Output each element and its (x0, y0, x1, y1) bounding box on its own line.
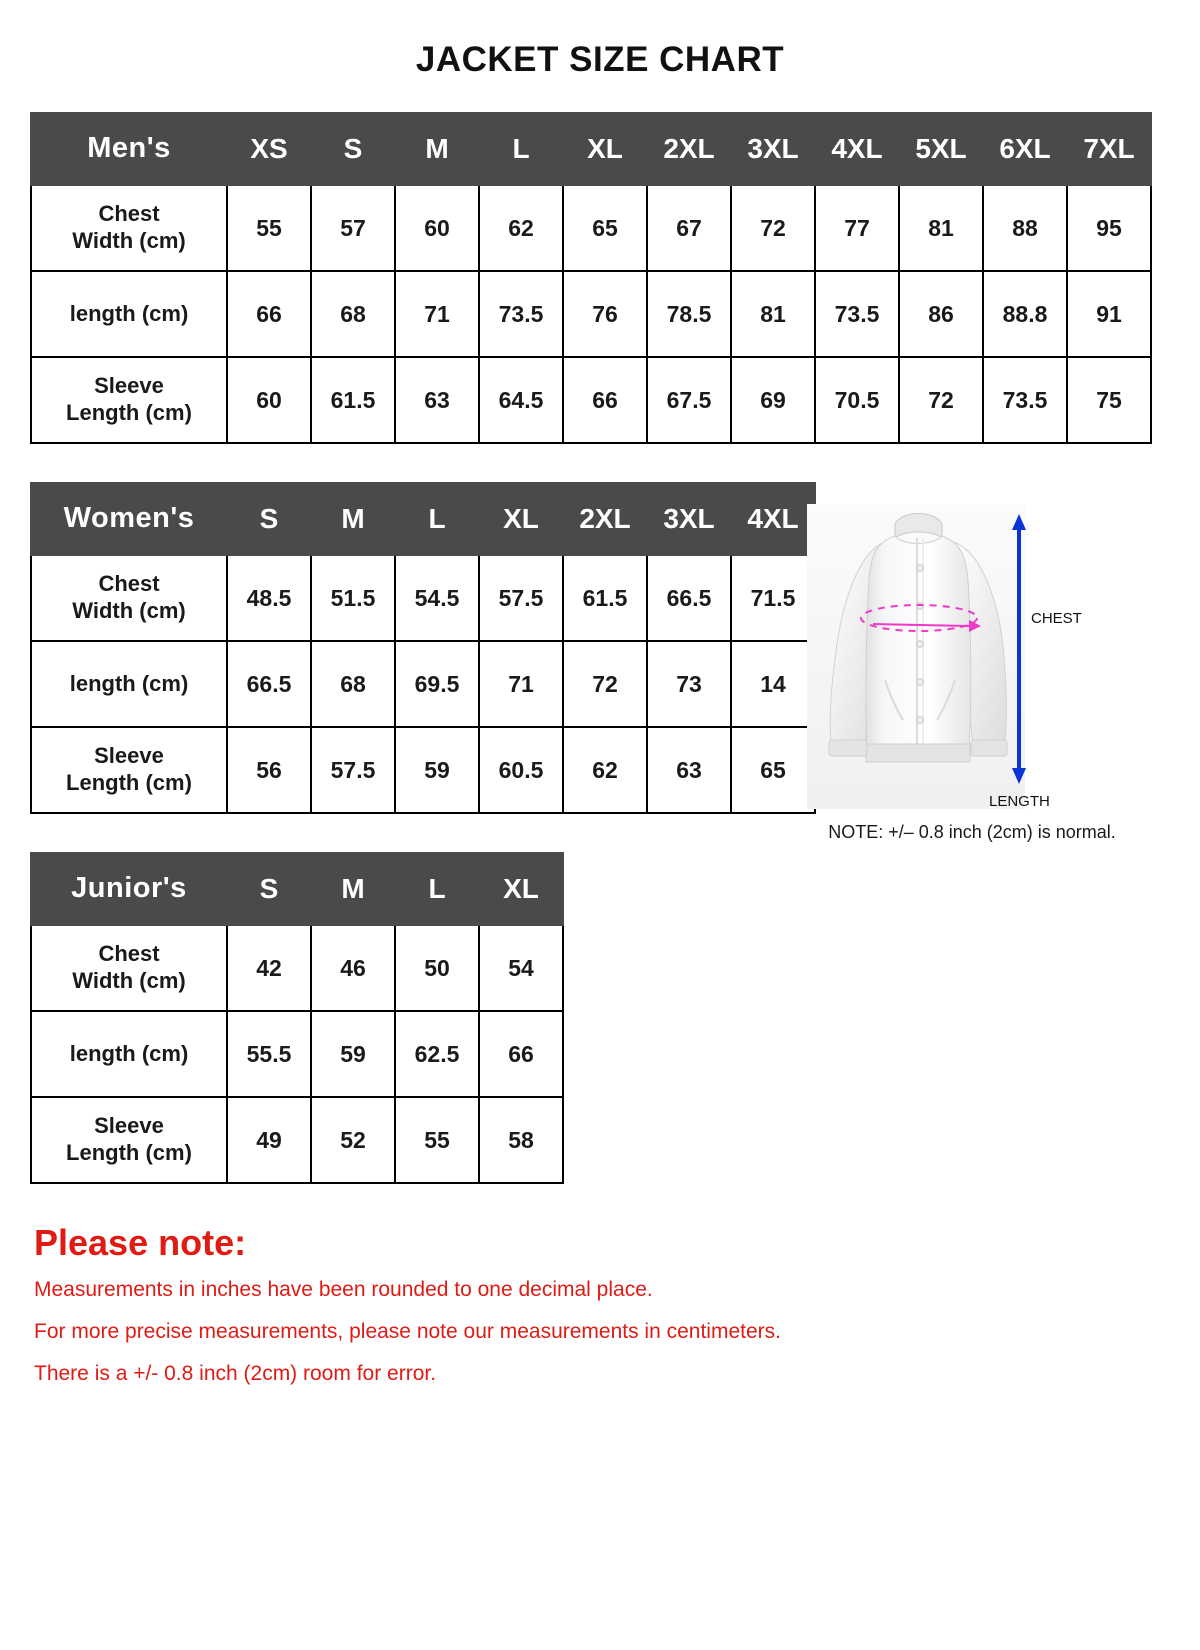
cell: 56 (227, 727, 311, 813)
table-header-row (31, 483, 815, 555)
cell: 73 (647, 641, 731, 727)
size-header: 4XL (731, 483, 815, 555)
cell: 51.5 (311, 555, 395, 641)
cell: 60 (395, 185, 479, 271)
cell: 69 (731, 357, 815, 443)
juniors-header-label: Junior's (31, 853, 227, 925)
cell: 61.5 (311, 357, 395, 443)
cell: 73.5 (815, 271, 899, 357)
mens-size-table (30, 112, 1152, 444)
size-header: S (311, 113, 395, 185)
table-row (31, 185, 1151, 271)
cell: 60 (227, 357, 311, 443)
size-header: 2XL (563, 483, 647, 555)
cell: 52 (311, 1097, 395, 1183)
cell: 76 (563, 271, 647, 357)
cell: 66 (227, 271, 311, 357)
cell: 55 (227, 185, 311, 271)
row-label: length (cm) (31, 1011, 227, 1097)
table-row (31, 357, 1151, 443)
cell: 72 (563, 641, 647, 727)
size-header: M (395, 113, 479, 185)
size-chart-page (0, 40, 1200, 1650)
cell: 66 (563, 357, 647, 443)
cell: 78.5 (647, 271, 731, 357)
cell: 48.5 (227, 555, 311, 641)
cell: 54.5 (395, 555, 479, 641)
cell: 72 (731, 185, 815, 271)
cell: 88.8 (983, 271, 1067, 357)
cell: 71.5 (731, 555, 815, 641)
note-line-3: There is a +/- 0.8 inch (2cm) room for error. (34, 1362, 437, 1385)
cell: 66.5 (647, 555, 731, 641)
cell: 57 (311, 185, 395, 271)
row-label (31, 925, 227, 1011)
womens-header-label: Women's (31, 483, 227, 555)
cell: 60.5 (479, 727, 563, 813)
cell: 66 (479, 1011, 563, 1097)
size-header: 5XL (899, 113, 983, 185)
size-header: XL (479, 853, 563, 925)
page-title: JACKET SIZE CHART (415, 40, 785, 79)
cell: 50 (395, 925, 479, 1011)
juniors-size-table (30, 852, 564, 1184)
size-header: 4XL (815, 113, 899, 185)
table-row (31, 727, 815, 813)
size-header: S (227, 853, 311, 925)
row-label (31, 727, 227, 813)
row-label-line1: Sleeve (94, 743, 164, 769)
size-header: S (227, 483, 311, 555)
cell: 71 (479, 641, 563, 727)
table-row (31, 555, 815, 641)
cell: 49 (227, 1097, 311, 1183)
row-label-line1: Chest (98, 571, 160, 597)
row-label-line2: Length (cm) (66, 770, 192, 795)
table-header-row (31, 853, 563, 925)
row-label-line2: Width (cm) (72, 228, 186, 253)
cell: 73.5 (983, 357, 1067, 443)
cell: 63 (647, 727, 731, 813)
table-row (31, 271, 1151, 357)
size-header: M (311, 853, 395, 925)
mens-header-label: Men's (31, 113, 227, 185)
cell: 67.5 (647, 357, 731, 443)
cell: 65 (563, 185, 647, 271)
cell: 65 (731, 727, 815, 813)
cell: 62 (479, 185, 563, 271)
measurement-diagram (792, 494, 1152, 843)
row-label-line1: Chest (98, 201, 160, 227)
cell: 91 (1067, 271, 1151, 357)
cell: 73.5 (479, 271, 563, 357)
size-header: 7XL (1067, 113, 1151, 185)
length-label-text: LENGTH (989, 793, 1050, 810)
cell: 54 (479, 925, 563, 1011)
note-line-1: Measurements in inches have been rounded to one decimal place. (34, 1278, 653, 1301)
cell: 77 (815, 185, 899, 271)
cell: 75 (1067, 357, 1151, 443)
cell: 55.5 (227, 1011, 311, 1097)
row-label-line1: Sleeve (94, 373, 164, 399)
cell: 71 (395, 271, 479, 357)
cell: 57.5 (311, 727, 395, 813)
row-label-line1: Sleeve (94, 1113, 164, 1139)
cell: 61.5 (563, 555, 647, 641)
row-label (31, 555, 227, 641)
row-label (31, 357, 227, 443)
cell: 64.5 (479, 357, 563, 443)
diagram-note: NOTE: +/– 0.8 inch (2cm) is normal. (828, 822, 1116, 842)
cell: 68 (311, 641, 395, 727)
table-row (31, 1097, 563, 1183)
row-label-line1: Chest (98, 941, 160, 967)
table-row (31, 641, 815, 727)
row-label (31, 1097, 227, 1183)
cell: 59 (395, 727, 479, 813)
cell: 57.5 (479, 555, 563, 641)
footer-notes (30, 1222, 1170, 1386)
cell: 55 (395, 1097, 479, 1183)
cell: 62 (563, 727, 647, 813)
cell: 14 (731, 641, 815, 727)
cell: 46 (311, 925, 395, 1011)
row-label: length (cm) (31, 271, 227, 357)
row-label: length (cm) (31, 641, 227, 727)
note-line-2: For more precise measurements, please note our measurements in centimeters. (34, 1320, 781, 1343)
cell: 70.5 (815, 357, 899, 443)
row-label-line2: Width (cm) (72, 598, 186, 623)
cell: 95 (1067, 185, 1151, 271)
size-header: M (311, 483, 395, 555)
size-header: XS (227, 113, 311, 185)
cell: 88 (983, 185, 1067, 271)
cell: 59 (311, 1011, 395, 1097)
cell: 81 (731, 271, 815, 357)
table-row (31, 925, 563, 1011)
chest-label-text: CHEST (1031, 610, 1082, 627)
cell: 42 (227, 925, 311, 1011)
cell: 66.5 (227, 641, 311, 727)
cell: 58 (479, 1097, 563, 1183)
size-header: 6XL (983, 113, 1067, 185)
size-header: L (479, 113, 563, 185)
womens-size-table (30, 482, 816, 814)
size-header: XL (479, 483, 563, 555)
cell: 67 (647, 185, 731, 271)
cell: 62.5 (395, 1011, 479, 1097)
cell: 63 (395, 357, 479, 443)
size-header: L (395, 853, 479, 925)
jacket-svg (807, 494, 1137, 814)
row-label-line2: Width (cm) (72, 968, 186, 993)
cell: 81 (899, 185, 983, 271)
cell: 72 (899, 357, 983, 443)
row-label-line2: Length (cm) (66, 400, 192, 425)
size-header: XL (563, 113, 647, 185)
cell: 86 (899, 271, 983, 357)
please-note-heading: Please note: (34, 1222, 247, 1263)
jacket-illustration (807, 494, 1137, 814)
table-row (31, 1011, 563, 1097)
size-header: 2XL (647, 113, 731, 185)
cell: 69.5 (395, 641, 479, 727)
cell: 68 (311, 271, 395, 357)
table-header-row (31, 113, 1151, 185)
size-header: 3XL (731, 113, 815, 185)
size-header: L (395, 483, 479, 555)
row-label (31, 185, 227, 271)
size-header: 3XL (647, 483, 731, 555)
row-label-line2: Length (cm) (66, 1140, 192, 1165)
